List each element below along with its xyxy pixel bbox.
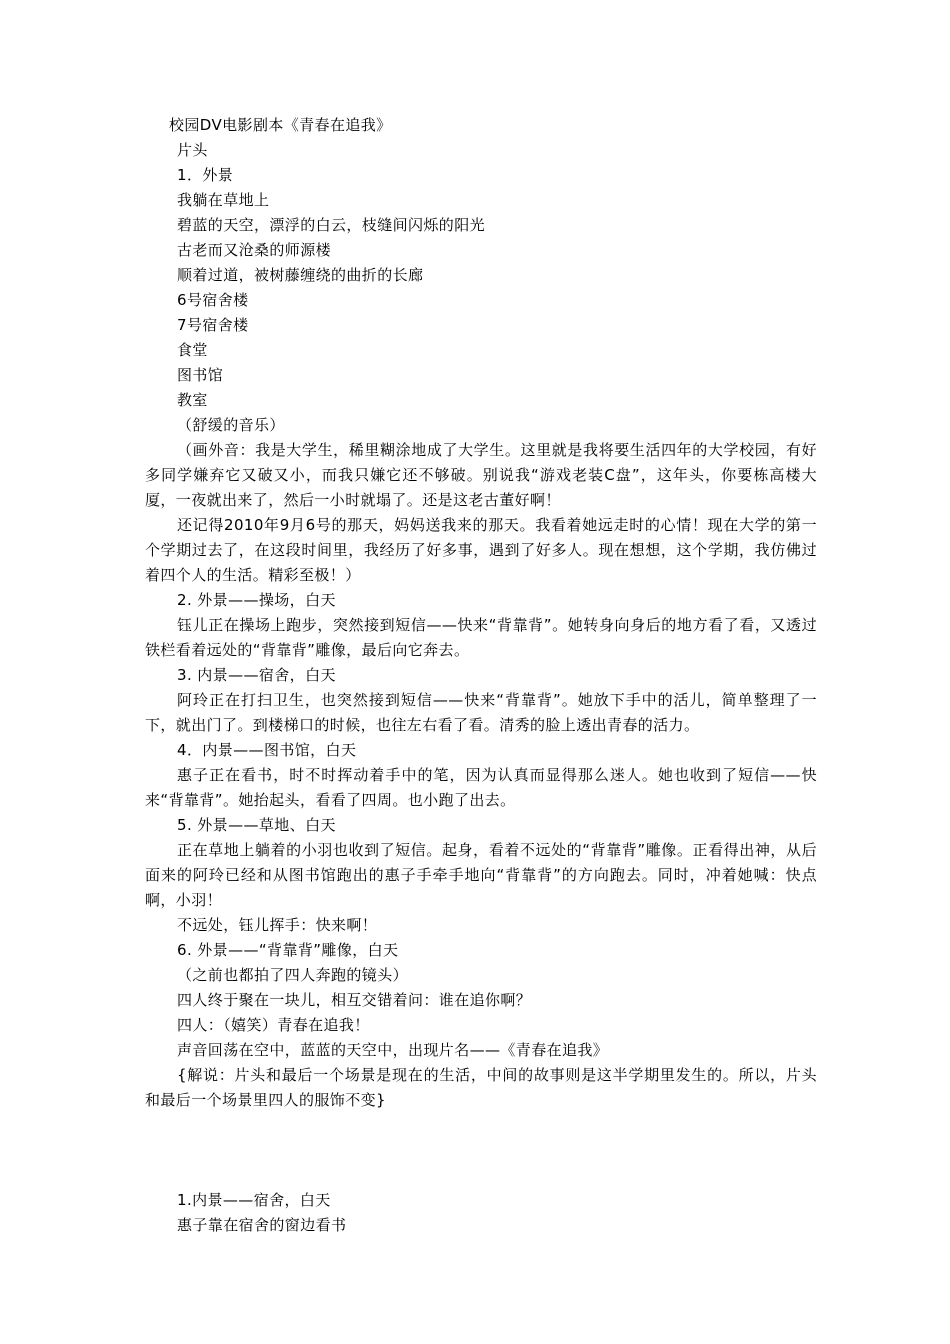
scene-6-heading: 6. 外景——“背靠背”雕像，白天 (177, 941, 399, 959)
part-1-text: 惠子靠在宿舍的窗边看书 (177, 1216, 347, 1234)
scene-2-heading: 2. 外景——操场，白天 (177, 591, 336, 609)
scene-2-text: 钰儿正在操场上跑步，突然接到短信——快来“背靠背”。她转身向身后的地方看了看，又透过铁栏看着远处的“背靠背”雕像，最后向它奔去。 (145, 616, 817, 659)
scene-1-shot: 我躺在草地上 (177, 191, 270, 209)
scene-1-narration: 还记得2010年9月6号的那天，妈妈送我来的那天。我看着她远走时的心情！现在大学的第一个学期过去了，在这段时间里，我经历了好多事，遇到了好多人。现在想想，这个学期，我仿佛过着四个人的生活。精彩至极！） (145, 516, 817, 584)
scene-1-shot: 碧蓝的天空，漂浮的白云，枝缝间闪烁的阳光 (177, 216, 486, 234)
section-spacer (145, 1113, 817, 1188)
scene-6-line: 四人终于聚在一块儿，相互交错着问：谁在追你啊？ (177, 991, 532, 1009)
scene-1-shot: 古老而又沧桑的师源楼 (177, 241, 332, 259)
scene-1-shot: 食堂 (177, 341, 208, 359)
scene-4-text: 惠子正在看书，时不时挥动着手中的笔，因为认真而显得那么迷人。她也收到了短信——快来“背靠背”。她抬起头，看看了四周。也小跑了出去。 (145, 766, 817, 809)
scene-5-text: 正在草地上躺着的小羽也收到了短信。起身，看着不远处的“背靠背”雕像。正看得出神，从后面来的阿玲已经和从图书馆跑出的惠子手牵手地向“背靠背”的方向跑去。同时，冲着她喊：快点啊，小羽！ (145, 841, 817, 909)
opening-heading: 片头 (177, 141, 208, 159)
part-1-heading: 1.内景——宿舍，白天 (177, 1191, 331, 1209)
scene-6-line: 四人：（嬉笑）青春在追我！ (177, 1016, 370, 1034)
document-body (145, 113, 817, 1238)
scene-1-narration: （画外音：我是大学生，稀里糊涂地成了大学生。这里就是我将要生活四年的大学校园，有好多同学嫌弃它又破又小，而我只嫌它还不够破。别说我“游戏老装C盘”，这年头，你要栋高楼大厦，一夜就出来了，然后一小时就塌了。还是这老古董好啊！ (145, 441, 817, 509)
scene-1-shot: 图书馆 (177, 366, 224, 384)
scene-6-line: （之前也都拍了四人奔跑的镜头） (177, 966, 409, 984)
scene-6-line: 声音回荡在空中，蓝蓝的天空中，出现片名——《青春在追我》 (177, 1041, 609, 1059)
scene-1-shot: 顺着过道，被树藤缠绕的曲折的长廊 (177, 266, 424, 284)
scene-1-shot: 教室 (177, 391, 208, 409)
scene-6-commentary: {解说：片头和最后一个场景是现在的生活，中间的故事则是这半学期里发生的。所以，片头和最后一个场景里四人的服饰不变} (145, 1066, 817, 1109)
scene-1-shot: 6号宿舍楼 (177, 291, 249, 309)
scene-1-shot: （舒缓的音乐） (177, 416, 285, 434)
scene-3-heading: 3. 内景——宿舍，白天 (177, 666, 336, 684)
scene-4-heading: 4．内景——图书馆，白天 (177, 741, 357, 759)
scene-1-heading: 1．外景 (177, 166, 234, 184)
scene-1-shot: 7号宿舍楼 (177, 316, 249, 334)
scene-3-text: 阿玲正在打扫卫生，也突然接到短信——快来“背靠背”。她放下手中的活儿，简单整理了一下，就出门了。到楼梯口的时候，也往左右看了看。清秀的脸上透出青春的活力。 (145, 691, 817, 734)
scene-5-line: 不远处，钰儿挥手：快来啊！ (177, 916, 378, 934)
scene-5-heading: 5. 外景——草地、白天 (177, 816, 336, 834)
document-title: 校园DV电影剧本《青春在追我》 (169, 116, 392, 134)
